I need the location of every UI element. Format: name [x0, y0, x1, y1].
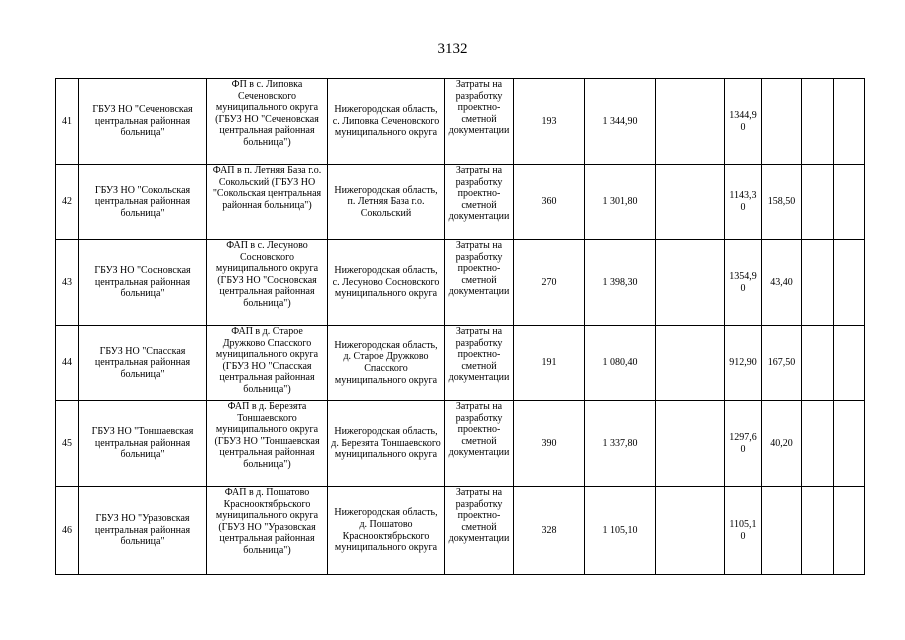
- cell-value-10: [802, 240, 834, 326]
- cell-value-7: [656, 326, 725, 401]
- cell-address: Нижегородская область, д. Березята Тоншаевского муниципального округа: [328, 401, 445, 487]
- data-table: [55, 78, 865, 575]
- cell-no: 41: [56, 79, 79, 165]
- cell-object: ФАП в д. Березята Тоншаевского муниципального округа (ГБУЗ НО "Тоншаевская центральная районная больница"): [207, 401, 328, 487]
- cell-address: Нижегородская область, с. Липовка Сеченовского муниципального округа: [328, 79, 445, 165]
- table-row: [56, 165, 865, 240]
- cell-expense: Затраты на разработку проектно-сметной документации: [445, 240, 514, 326]
- cell-value-8: 912,90: [725, 326, 762, 401]
- cell-value-5: 390: [514, 401, 585, 487]
- cell-institution: ГБУЗ НО "Сеченовская центральная районная больница": [79, 79, 207, 165]
- cell-value-9: 43,40: [762, 240, 802, 326]
- cell-value-9: 158,50: [762, 165, 802, 240]
- cell-institution: ГБУЗ НО "Сосновская центральная районная больница": [79, 240, 207, 326]
- cell-value-11: [834, 165, 865, 240]
- cell-value-10: [802, 487, 834, 575]
- cell-value-7: [656, 79, 725, 165]
- cell-value-9: [762, 79, 802, 165]
- cell-value-8: 1354,90: [725, 240, 762, 326]
- table-row: [56, 79, 865, 165]
- cell-value-11: [834, 487, 865, 575]
- cell-address: Нижегородская область, с. Лесуново Сосновского муниципального округа: [328, 240, 445, 326]
- cell-object: ФАП в д. Старое Дружково Спасского муниципального округа (ГБУЗ НО "Спасская центральная районная больница"): [207, 326, 328, 401]
- table-row: [56, 487, 865, 575]
- cell-object: ФАП в с. Лесуново Сосновского муниципального округа (ГБУЗ НО "Сосновская центральная районная больница"): [207, 240, 328, 326]
- page-number: 3132: [437, 41, 468, 57]
- cell-no: 42: [56, 165, 79, 240]
- cell-institution: ГБУЗ НО "Тоншаевская центральная районная больница": [79, 401, 207, 487]
- cell-object: ФАП в п. Летняя База г.о. Сокольский (ГБУЗ НО "Сокольская центральная районная больница"): [207, 165, 328, 240]
- cell-value-6: 1 105,10: [585, 487, 656, 575]
- cell-value-10: [802, 326, 834, 401]
- cell-value-5: 270: [514, 240, 585, 326]
- cell-expense: Затраты на разработку проектно-сметной документации: [445, 487, 514, 575]
- cell-address: Нижегородская область, д. Пошатово Краснооктябрьского муниципального округа: [328, 487, 445, 575]
- table-row: [56, 240, 865, 326]
- cell-institution: ГБУЗ НО "Спасская центральная районная больница": [79, 326, 207, 401]
- cell-value-7: [656, 487, 725, 575]
- cell-value-5: 328: [514, 487, 585, 575]
- cell-value-8: 1143,30: [725, 165, 762, 240]
- cell-value-6: 1 344,90: [585, 79, 656, 165]
- cell-value-5: 191: [514, 326, 585, 401]
- cell-object: ФП в с. Липовка Сеченовского муниципального округа (ГБУЗ НО "Сеченовская центральная районная больница"): [207, 79, 328, 165]
- cell-value-10: [802, 165, 834, 240]
- cell-value-11: [834, 326, 865, 401]
- cell-value-6: 1 301,80: [585, 165, 656, 240]
- cell-value-11: [834, 79, 865, 165]
- table-row: [56, 401, 865, 487]
- cell-value-11: [834, 401, 865, 487]
- cell-value-7: [656, 165, 725, 240]
- cell-expense: Затраты на разработку проектно-сметной документации: [445, 79, 514, 165]
- cell-value-9: 167,50: [762, 326, 802, 401]
- cell-value-6: 1 080,40: [585, 326, 656, 401]
- cell-address: Нижегородская область, д. Старое Дружково Спасского муниципального округа: [328, 326, 445, 401]
- cell-no: 44: [56, 326, 79, 401]
- cell-address: Нижегородская область, п. Летняя База г.о. Сокольский: [328, 165, 445, 240]
- cell-object: ФАП в д. Пошатово Краснооктябрьского муниципального округа (ГБУЗ НО "Уразовская центральная районная больница"): [207, 487, 328, 575]
- cell-no: 46: [56, 487, 79, 575]
- cell-value-6: 1 337,80: [585, 401, 656, 487]
- cell-value-9: [762, 487, 802, 575]
- cell-value-11: [834, 240, 865, 326]
- cell-institution: ГБУЗ НО "Сокольская центральная районная больница": [79, 165, 207, 240]
- cell-expense: Затраты на разработку проектно-сметной документации: [445, 165, 514, 240]
- cell-institution: ГБУЗ НО "Уразовская центральная районная больница": [79, 487, 207, 575]
- cell-value-7: [656, 401, 725, 487]
- cell-expense: Затраты на разработку проектно-сметной документации: [445, 326, 514, 401]
- cell-value-8: 1105,10: [725, 487, 762, 575]
- cell-value-5: 360: [514, 165, 585, 240]
- cell-value-10: [802, 401, 834, 487]
- cell-value-9: 40,20: [762, 401, 802, 487]
- cell-no: 45: [56, 401, 79, 487]
- cell-expense: Затраты на разработку проектно-сметной документации: [445, 401, 514, 487]
- cell-value-6: 1 398,30: [585, 240, 656, 326]
- cell-value-8: 1297,60: [725, 401, 762, 487]
- table-row: [56, 326, 865, 401]
- cell-value-10: [802, 79, 834, 165]
- cell-value-5: 193: [514, 79, 585, 165]
- cell-value-7: [656, 240, 725, 326]
- cell-no: 43: [56, 240, 79, 326]
- cell-value-8: 1344,90: [725, 79, 762, 165]
